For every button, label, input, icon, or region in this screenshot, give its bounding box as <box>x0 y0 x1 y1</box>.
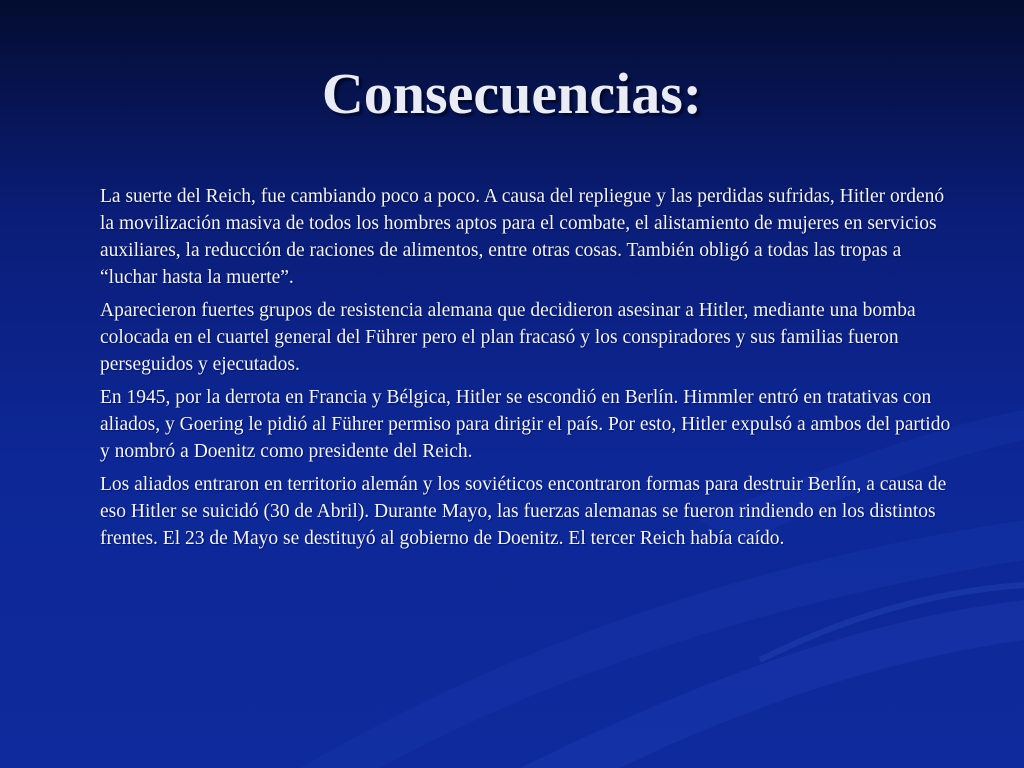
slide-title: Consecuencias: <box>321 61 703 126</box>
paragraph-4: Los aliados entraron en territorio alemán y los soviéticos encontraron formas para destruir Berlín, a causa de eso Hitler se suicidó (30 de Abril). Durante Mayo, las fuerzas alemanas se fueron rindiendo en los distintos frentes. El 23 de Mayo se destituyó al gobierno de Doenitz. El tercer Reich había caído. <box>100 474 947 549</box>
paragraph-2: Aparecieron fuertes grupos de resistencia alemana que decidieron asesinar a Hitler, mediante una bomba colocada en el cuartel general del Führer pero el plan fracasó y los conspiradores y sus familias fueron perseguidos y ejecutados. <box>100 300 916 375</box>
paragraph-3: En 1945, por la derrota en Francia y Bélgica, Hitler se escondió en Berlín. Himmler entró en tratativas con aliados, y Goering le pidió al Führer permiso para dirigir el país. Por esto, Hitler expulsó a ambos del partido y nombró a Doenitz como presidente del Reich. <box>100 387 951 462</box>
slide-body <box>100 183 962 558</box>
paragraph-1: La suerte del Reich, fue cambiando poco a poco. A causa del repliegue y las perdidas sufridas, Hitler ordenó la movilización masiva de todos los hombres aptos para el combate, el alistamiento de mujeres en servicios auxiliares, la reducción de raciones de alimentos, entre otras cosas. También obligó a todas las tropas a “luchar hasta la muerte”. <box>100 186 945 288</box>
